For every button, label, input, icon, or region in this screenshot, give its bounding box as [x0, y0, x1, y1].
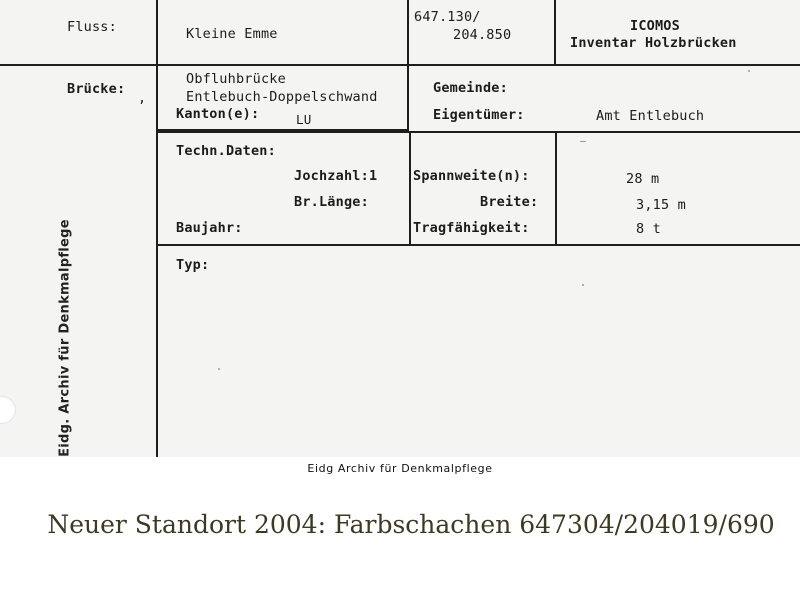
paper-speck: [582, 284, 584, 286]
col-divider-coords: [554, 0, 556, 66]
baujahr-label: Baujahr:: [176, 220, 243, 236]
bruecke-name-line-1: Obfluhbrücke: [186, 71, 286, 87]
kanton-label: Kanton(e):: [176, 106, 260, 122]
org-line-1: ICOMOS: [630, 18, 680, 34]
spannweite-label: Spannweite(n):: [413, 168, 530, 184]
archive-stamp: [55, 218, 75, 457]
breite-label: Breite:: [480, 194, 539, 210]
col-divider-values: [555, 133, 557, 245]
paper-speck: [218, 368, 220, 370]
punch-hole: [0, 396, 16, 424]
tragfaehigkeit-label: Tragfähigkeit:: [413, 220, 530, 236]
typ-label: Typ:: [176, 257, 210, 273]
techn-daten-label: Techn.Daten:: [176, 143, 276, 159]
bruecke-name-line-2: Entlebuch-Doppelschwand: [186, 89, 378, 105]
org-line-2: Inventar Holzbrücken: [570, 35, 737, 51]
row-divider-1: [0, 64, 800, 66]
archive-stamp-text: Eidg. Archiv für Denkmalpflege: [57, 218, 73, 457]
row-divider-2: [156, 131, 800, 133]
col-divider-gemeinde: [407, 66, 409, 130]
coordinates-line-2: 204.850: [453, 27, 512, 43]
gemeinde-label: Gemeinde:: [433, 80, 508, 96]
jochzahl-label: Jochzahl:1: [294, 168, 378, 184]
laenge-label: Br.Länge:: [294, 194, 369, 210]
caption: Neuer Standort 2004: Farbschachen 647304/204019/690: [47, 510, 775, 539]
coordinates-line-1: 647.130/: [414, 9, 481, 25]
tragfaehigkeit-value: 8 t: [636, 221, 661, 237]
fluss-value: Kleine Emme: [186, 26, 278, 42]
kanton-value: LU: [296, 112, 312, 127]
bruecke-mark: ,: [138, 90, 147, 106]
image-credit: Eidg Archiv für Denkmalpflege: [307, 462, 493, 475]
row-divider-3: [156, 244, 800, 246]
spannweite-value: 28 m: [626, 171, 660, 187]
paper-speck: [580, 141, 586, 142]
paper-speck: [748, 70, 750, 72]
breite-value: 3,15 m: [636, 197, 686, 213]
fluss-label: Fluss:: [67, 19, 117, 35]
col-divider-spannweite: [409, 133, 411, 245]
eigentuemer-label: Eigentümer:: [433, 107, 525, 123]
left-margin-line: [156, 0, 158, 457]
bruecke-label: Brücke:: [67, 81, 126, 97]
eigentuemer-value: Amt Entlebuch: [596, 108, 705, 124]
col-divider-fluss: [407, 0, 409, 66]
